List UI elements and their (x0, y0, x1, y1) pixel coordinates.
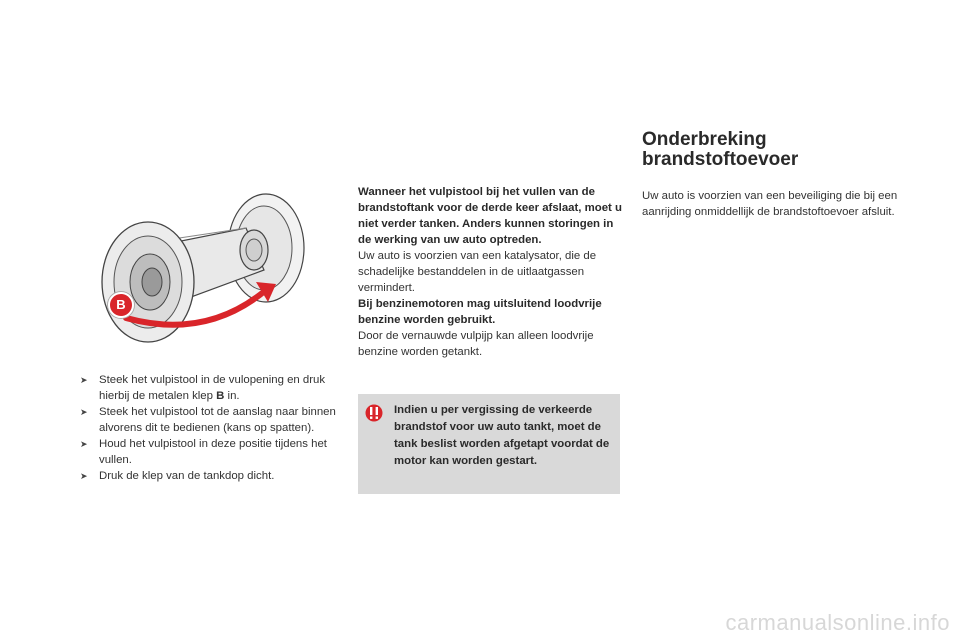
fuel-filler-drawing (96, 190, 306, 346)
flap-label-b: B (216, 390, 225, 402)
list-item: ➤ Steek het vulpistool in de vulopening en druk hierbij de metalen klep B in. (80, 374, 326, 402)
narrow-pipe-note: Door de vernauwde vulpijp kan alleen loodvrije benzine worden getankt. (358, 330, 594, 358)
label-b-badge (108, 292, 134, 318)
fuel-filler-illustration (96, 190, 306, 346)
fuel-cutoff-section (642, 130, 912, 220)
catalyst-note: Uw auto is voorzien van een katalysator, die de schadelijke bestanddelen in de uitlaatgassen vermindert. (358, 250, 597, 294)
arrow-bullet-icon: ➤ (80, 439, 88, 449)
list-item: ➤ Druk de klep van de tankdop dicht. (80, 470, 275, 482)
warning-box (358, 394, 620, 494)
instruction-list (80, 372, 345, 484)
list-item: ➤ Houd het vulpistool in deze positie tijdens het vullen. (80, 438, 327, 466)
arrow-bullet-icon: ➤ (80, 471, 88, 481)
list-item: ➤ Steek het vulpistool tot de aanslag naar binnen alvorens dit te bedienen (kans op spatten). (80, 406, 336, 434)
arrow-bullet-icon: ➤ (80, 407, 88, 417)
fuel-cutoff-text: Uw auto is voorzien van een beveiliging die bij een aanrijding onmiddellijk de brandstoftoevoer afsluit. (642, 190, 898, 218)
warning-text: Indien u per vergissing de verkeerde brandstof voor uw auto tankt, moet de tank beslist worden afgetapt voordat de motor kan worden gestart. (394, 404, 610, 467)
section-title: Onderbreking brandstoftoevoer (642, 129, 799, 170)
unleaded-only-note: Bij benzinemotoren mag uitsluitend loodvrije benzine worden gebruikt. (358, 298, 602, 326)
arrow-bullet-icon: ➤ (80, 375, 88, 385)
label-b: B (116, 297, 126, 312)
third-cutoff-note: Wanneer het vulpistool bij het vullen van de brandstoftank voor de derde keer afslaat, moet u niet verder tanken. Anders kunnen storingen in de werking van uw auto optreden. (358, 186, 622, 246)
warning-exclamation-icon (365, 404, 383, 422)
fuel-info-text (358, 184, 622, 360)
watermark: carmanualsonline.info (725, 610, 950, 635)
